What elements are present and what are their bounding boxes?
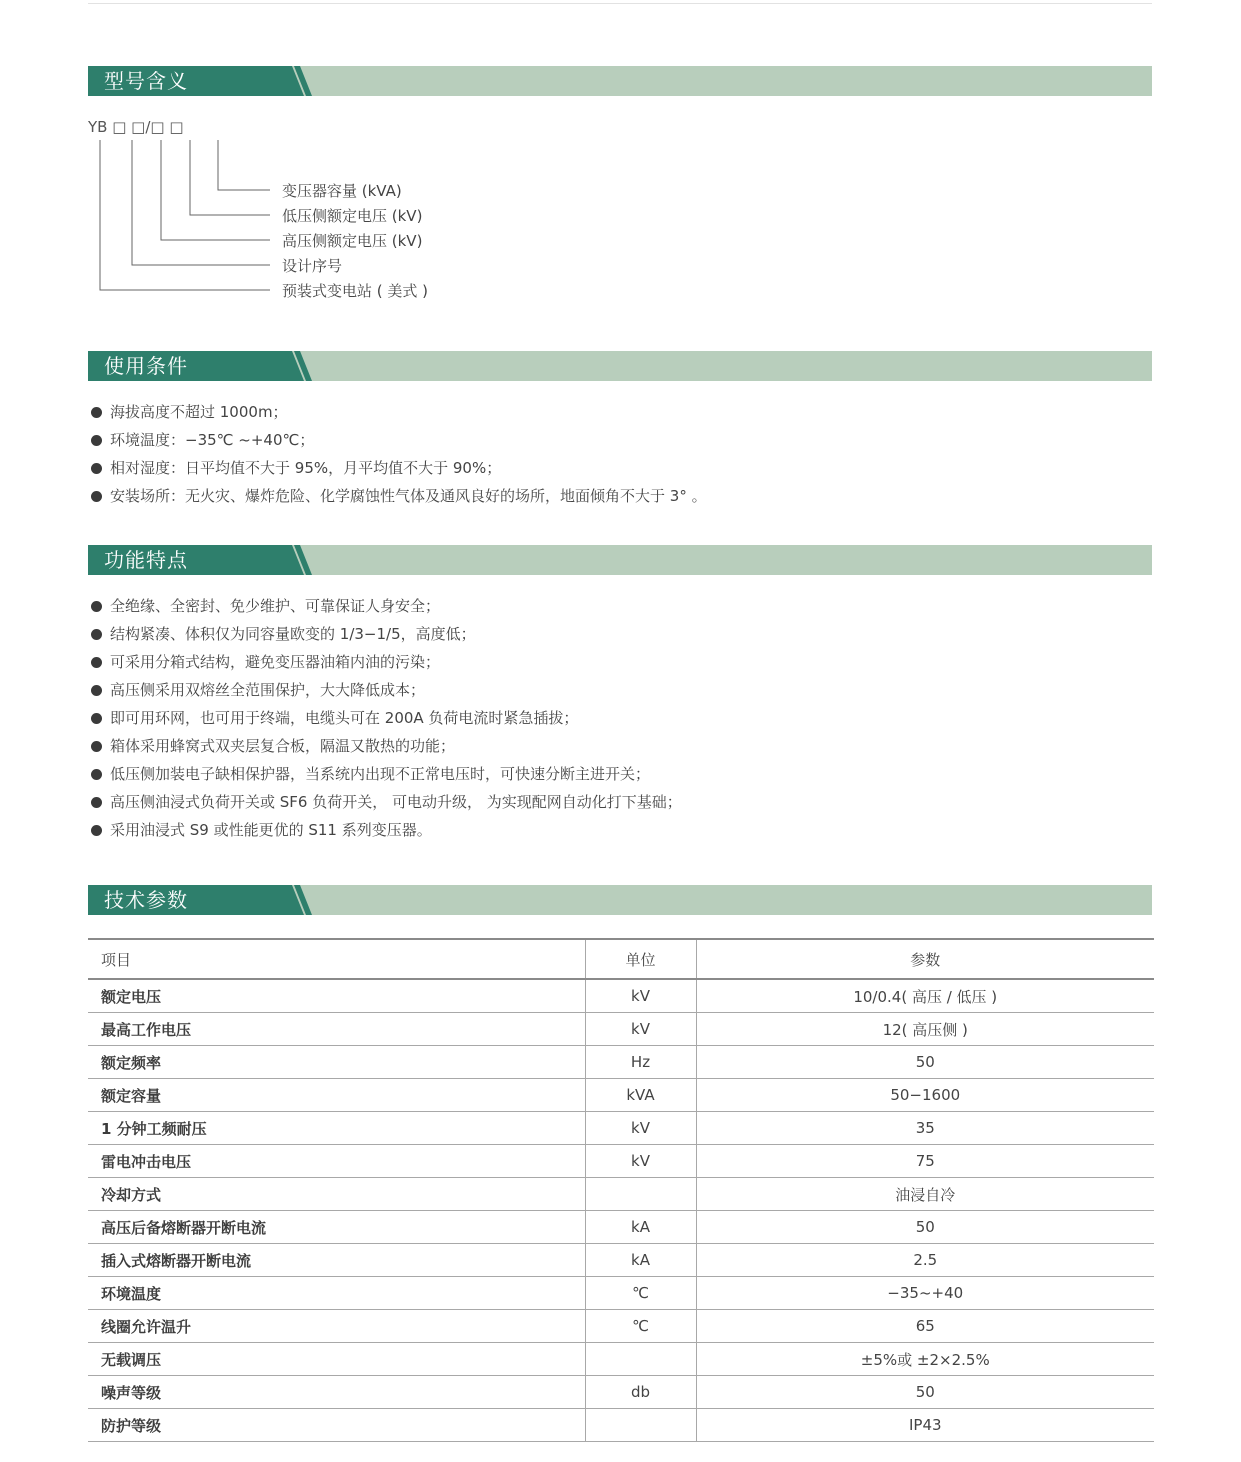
column-header-unit: 单位 (585, 939, 696, 979)
section-header-params (88, 885, 1152, 915)
list-item: 可采用分箱式结构，避免变压器油箱内油的污染； (90, 648, 682, 676)
bullet-icon (91, 713, 102, 724)
bullet-icon (91, 601, 102, 612)
list-item: 全绝缘、全密封、免少维护、可靠保证人身安全； (90, 592, 682, 620)
bullet-icon (91, 741, 102, 752)
table-row: 额定容量 kVA 50−1600 (88, 1079, 1154, 1112)
table-row: 雷电冲击电压 kV 75 (88, 1145, 1154, 1178)
bullet-icon (91, 463, 102, 474)
table-row: 冷却方式 油浸自冷 (88, 1178, 1154, 1211)
bullet-icon (91, 407, 102, 418)
list-item: 结构紧凑、体积仅为同容量欧变的 1/3−1/5，高度低； (90, 620, 682, 648)
model-label-hv: 高压侧额定电压 (kV) (282, 232, 423, 250)
list-item: 高压侧采用双熔丝全范围保护，大大降低成本； (90, 676, 682, 704)
conditions-list (90, 398, 707, 510)
model-label-lv: 低压侧额定电压 (kV) (282, 207, 423, 225)
list-item: 低压侧加装电子缺相保护器，当系统内出现不正常电压时，可快速分断主进开关； (90, 760, 682, 788)
section-title: 技术参数 (104, 888, 188, 912)
table-row: 插入式熔断器开断电流 kA 2.5 (88, 1244, 1154, 1277)
table-row: 线圈允许温升 ℃ 65 (88, 1310, 1154, 1343)
bullet-icon (91, 435, 102, 446)
bullet-icon (91, 797, 102, 808)
bullet-icon (91, 685, 102, 696)
table-row: 高压后备熔断器开断电流 kA 50 (88, 1211, 1154, 1244)
model-label-type: 预装式变电站 ( 美式 ) (282, 282, 429, 300)
table-header-row (88, 939, 1154, 979)
bullet-icon (91, 657, 102, 668)
table-row: 额定频率 Hz 50 (88, 1046, 1154, 1079)
table-row: 额定电压 kV 10/0.4( 高压 / 低压 ) (88, 979, 1154, 1013)
bullet-icon (91, 825, 102, 836)
model-label-capacity: 变压器容量 (kVA) (282, 182, 402, 200)
bullet-icon (91, 629, 102, 640)
section-title: 使用条件 (104, 354, 188, 378)
model-label-serial: 设计序号 (282, 257, 343, 275)
model-code: YB □ □/□ □ (88, 118, 184, 136)
section-header-model (88, 66, 1152, 96)
table-row: 无载调压 ±5%或 ±2×2.5% (88, 1343, 1154, 1376)
section-title: 功能特点 (104, 548, 188, 572)
list-item: 安装场所：无火灾、爆炸危险、化学腐蚀性气体及通风良好的场所，地面倾角不大于 3° 。 (90, 482, 707, 510)
list-item: 采用油浸式 S9 或性能更优的 S11 系列变压器。 (90, 816, 682, 844)
column-header-item: 项目 (88, 939, 585, 979)
bullet-icon (91, 491, 102, 502)
table-row: 防护等级 IP43 (88, 1409, 1154, 1442)
list-item: 海拔高度不超过 1000m； (90, 398, 707, 426)
params-table (88, 938, 1154, 1442)
section-header-conditions (88, 351, 1152, 381)
list-item: 高压侧油浸式负荷开关或 SF6 负荷开关， 可电动升级， 为实现配网自动化打下基础； (90, 788, 682, 816)
column-header-value: 参数 (696, 939, 1154, 979)
table-row: 噪声等级 db 50 (88, 1376, 1154, 1409)
table-row: 最高工作电压 kV 12( 高压侧 ) (88, 1013, 1154, 1046)
section-title: 型号含义 (104, 69, 188, 93)
list-item: 即可用环网，也可用于终端，电缆头可在 200A 负荷电流时紧急插拔； (90, 704, 682, 732)
table-row: 1 分钟工频耐压 kV 35 (88, 1112, 1154, 1145)
list-item: 箱体采用蜂窝式双夹层复合板，隔温又散热的功能； (90, 732, 682, 760)
bullet-icon (91, 769, 102, 780)
top-divider (88, 3, 1152, 4)
section-header-features (88, 545, 1152, 575)
table-row: 环境温度 ℃ −35~+40 (88, 1277, 1154, 1310)
model-diagram-lines (88, 118, 288, 308)
list-item: 相对湿度：日平均值不大于 95%，月平均值不大于 90%； (90, 454, 707, 482)
list-item: 环境温度：−35℃ ~+40℃； (90, 426, 707, 454)
features-list (90, 592, 682, 844)
